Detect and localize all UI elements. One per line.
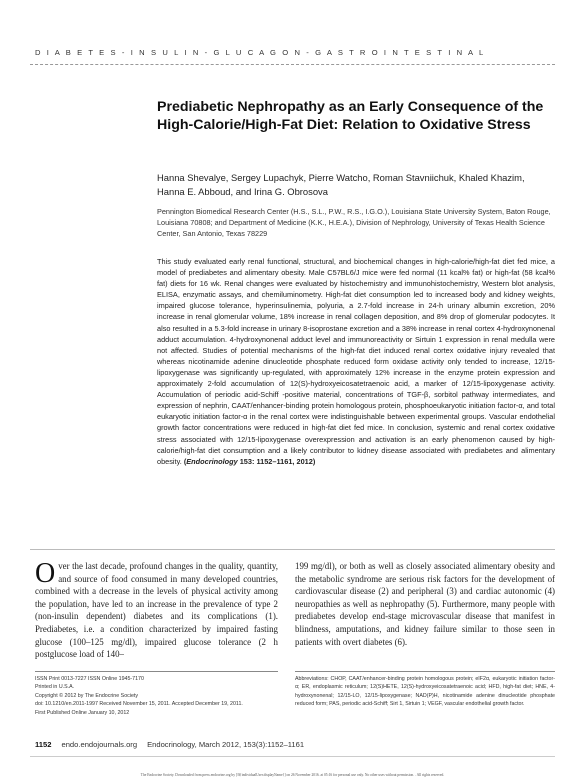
page-footer <box>35 740 555 749</box>
top-divider <box>30 64 555 65</box>
issue-info: Endocrinology, March 2012, 153(3):1152–1161 <box>147 740 305 749</box>
abbreviations-divider <box>295 671 555 672</box>
affiliation-text: Pennington Biomedical Research Center (H.S., S.L., P.W., R.S., I.G.O.), Louisiana State University System, Baton Rouge, Louisiana 70808; and Department of Medicine (K.K., H.E.A.), Division of Nephrology, University of Texas Health Science Center, San Antonio, Texas 78229 <box>157 207 551 239</box>
front-matter-divider <box>35 671 278 672</box>
doi-line: doi: 10.1210/en.2011-1997 Received November 15, 2011. Accepted December 19, 2011. <box>35 701 243 708</box>
citation-details: 153: 1152–1161, 2012) <box>237 456 316 466</box>
body-text-left: ver the last decade, profound changes in the quality, quantity, and source of food consumed in many developed countries, combined with a decrease in the levels of physical activity among the population, have led to an increase in the prevalence of type 2 (non-insulin dependent) diabetes and its complications (1). Prediabetes, i.e. a condition characterized by impaired fasting glucose (100–125 mg/dl), impaired glucose tolerance (2 h postglucose load of 140– <box>35 561 278 660</box>
citation-journal: Endocrinology <box>186 456 238 466</box>
journal-url[interactable]: endo.endojournals.org <box>61 740 138 749</box>
section-label: D I A B E T E S - I N S U L I N - G L U C A G O N - G A S T R O I N T E S T I N A L <box>35 48 486 57</box>
author-list: Hanna Shevalye, Sergey Lupachyk, Pierre Watcho, Roman Stavniichuk, Khaled Khazim, Hanna E. Abboud, and Irina G. Obrosova <box>157 172 525 197</box>
abstract-divider <box>30 549 555 550</box>
page-number: 1152 <box>35 740 52 749</box>
front-matter <box>35 675 278 717</box>
article-title: Prediabetic Nephropathy as an Early Consequence of the High-Calorie/High-Fat Diet: Relation to Oxidative Stress <box>157 99 544 133</box>
citation-open: ( <box>183 456 187 466</box>
issn-line: ISSN Print 0013-7227 ISSN Online 1945-7170 <box>35 676 144 682</box>
footer-divider <box>30 756 555 757</box>
abstract-text: This study evaluated early renal functional, structural, and biochemical changes in high-calorie/high-fat diet fed mice, a model of prediabetes and alimentary obesity. Male C57BL6/J mice were fed normal (11 kcal% fat) or high-fat (58 kcal% fat) diets for 16 wk. Renal changes were evaluated by histochemistry and immunohistochemistry, Western blot analysis, ELISA, enzymatic assays, and chemiluminometry. High-fat diet consumption led to increased body and kidney weights, impaired glucose tolerance, hyperinsulinemia, polyuria, a 2.7-fold increase in 24-h urinary albumin excretion, 20% increase in renal glomerular volume, 18% increase in renal collagen deposition, and 8% drop of glomerular podocytes. It also resulted in a 5.3-fold increase in urinary 8-isoprostane excretion and a 38% increase in renal cortex 4-hydroxynonenal adduct accumulation. 4-hydroxynonenal adduct level and immunoreactivity or Sirtuin 1 expression in renal medulla were not affected. Studies of potential mechanisms of the high-fat diet induced renal cortex oxidative injury revealed that whereas nicotinamide adenine dinucleotide phosphate reduced form oxidase activity only tended to increase, 12/15-lipoxygenase was significantly up-regulated, with approximately 12% increase in the enzyme protein expression and approximately 2-fold accumulation of 12(S)-hydroxyeicosatetraenoic acid, a marker of 12/15-lipoxygenase activity. Accumulation of periodic acid-Schiff -positive material, concentrations of TGF-β, sorbitol pathway intermediates, and expression of nephrin, CAAT/enhancer-binding protein homologous protein, phosphoeukaryotic initiation factor-α, and total eukaryotic initiation factor-α in the renal cortex were indistinguishable between experimental groups. Vascular endothelial growth factor concentrations were reduced in high-fat diet fed mice. In conclusion, systemic and renal cortex oxidative stress associated with 12/15-lipoxygenase overexpression and activation is an early phenomenon caused by high-calorie/high-fat diet consumption and a likely contributor to kidney disease associated with prediabetes and alimentary obesity. <box>157 257 556 466</box>
body-column-right <box>295 560 555 648</box>
abstract-citation <box>184 457 315 466</box>
download-note: The Endocrine Society. Downloaded from press.endocrine.org by [\${individualUser.displayName}] on 26 November 2016. at 05:16 for personal use only. No other uses without permission. . All rights reserved. <box>140 773 445 777</box>
copyright-line: Copyright © 2012 by The Endocrine Society <box>35 692 139 699</box>
abstract <box>157 256 555 467</box>
published-line: First Published Online January 10, 2012 <box>35 709 130 716</box>
abbreviations: Abbreviations: CHOP, CAAT/enhancer-binding protein homologous protein; eIF2α, eukaryotic initiation factor-α; ER, endoplasmic reticulum; 12(S)HETE, 12(S)-hydroxyeicosatetraenoic acid; HFD, high-fat diet; HNE, 4-hydroxynonenal; 12/15-LO, 12/15-lipoxygenase; NAD(P)H, nicotinamide adenine dinucleotide phosphate reduced form; PAS, periodic acid-Schiff; Sirt 1, Sirtuin 1; VEGF, vascular endothelial growth factor. <box>295 676 555 708</box>
body-text-right: 199 mg/dl), or both as well as closely associated alimentary obesity and the metabolic syndrome are serious risk factors for the development of cardiovascular disease (2) and peripheral (3) and cardiac autonomic (4) neuropathies as well as nephropathy (5). Furthermore, many people with prediabetes develop end-stage microvascular disease that manifest in blindness, amputations, and kidney failure similar to those seen in patients with overt diabetes (6). <box>295 561 555 647</box>
drop-cap: O <box>35 558 56 589</box>
body-column-left <box>35 560 278 661</box>
printed-line: Printed in U.S.A. <box>35 684 75 691</box>
